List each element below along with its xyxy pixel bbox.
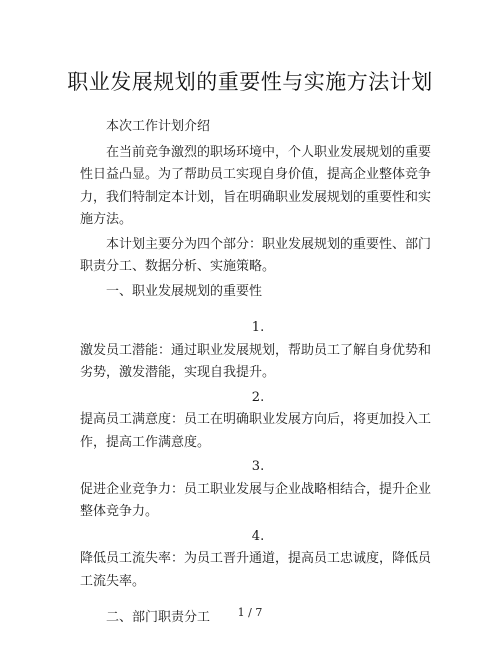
page-number: 1 / 7 <box>237 606 263 619</box>
section-2-heading: 二、部门职责分工 <box>106 610 211 625</box>
list-item-text: 激发员工潜能：通过职业发展规划，帮助员工了解自身优势和劣势，激发潜能，实现自我提升。 <box>80 342 432 380</box>
document-body <box>80 116 436 630</box>
list-item <box>80 387 436 455</box>
list-item-text: 提高员工满意度：员工在明确职业发展方向后，将更加投入工作，提高工作满意度。 <box>80 412 432 450</box>
section-1-heading: 一、职业发展规划的重要性 <box>106 283 263 299</box>
list-item-number: 4. <box>251 528 265 544</box>
list-item-text: 降低员工流失率：为员工晋升通道，提高员工忠诚度，降低员工流失率。 <box>80 551 432 589</box>
list-item-number: 3. <box>251 459 265 474</box>
intro-heading: 本次工作计划介绍 <box>106 119 211 134</box>
list-item-number: 1. <box>251 320 265 335</box>
list-item <box>80 317 436 385</box>
list-item-number: 2. <box>251 389 265 405</box>
list-item <box>80 456 436 524</box>
document-title: 职业发展规划的重要性与实施方法计划 <box>67 70 433 94</box>
paragraph-1: 在当前竞争激烈的职场环境中，个人职业发展规划的重要性日益凸显。为了帮助员工实现自身价值，提高企业整体竞争力，我们特制定本计划，旨在明确职业发展规划的重要性和实施方法。 <box>80 144 432 227</box>
list-item <box>80 526 436 594</box>
paragraph-2: 本计划主要分为四个部分：职业发展规划的重要性、部门职责分工、数据分析、实施策略。 <box>80 236 432 274</box>
list-item-text: 促进企业竞争力：员工职业发展与企业战略相结合，提升企业整体竞争力。 <box>80 481 432 519</box>
